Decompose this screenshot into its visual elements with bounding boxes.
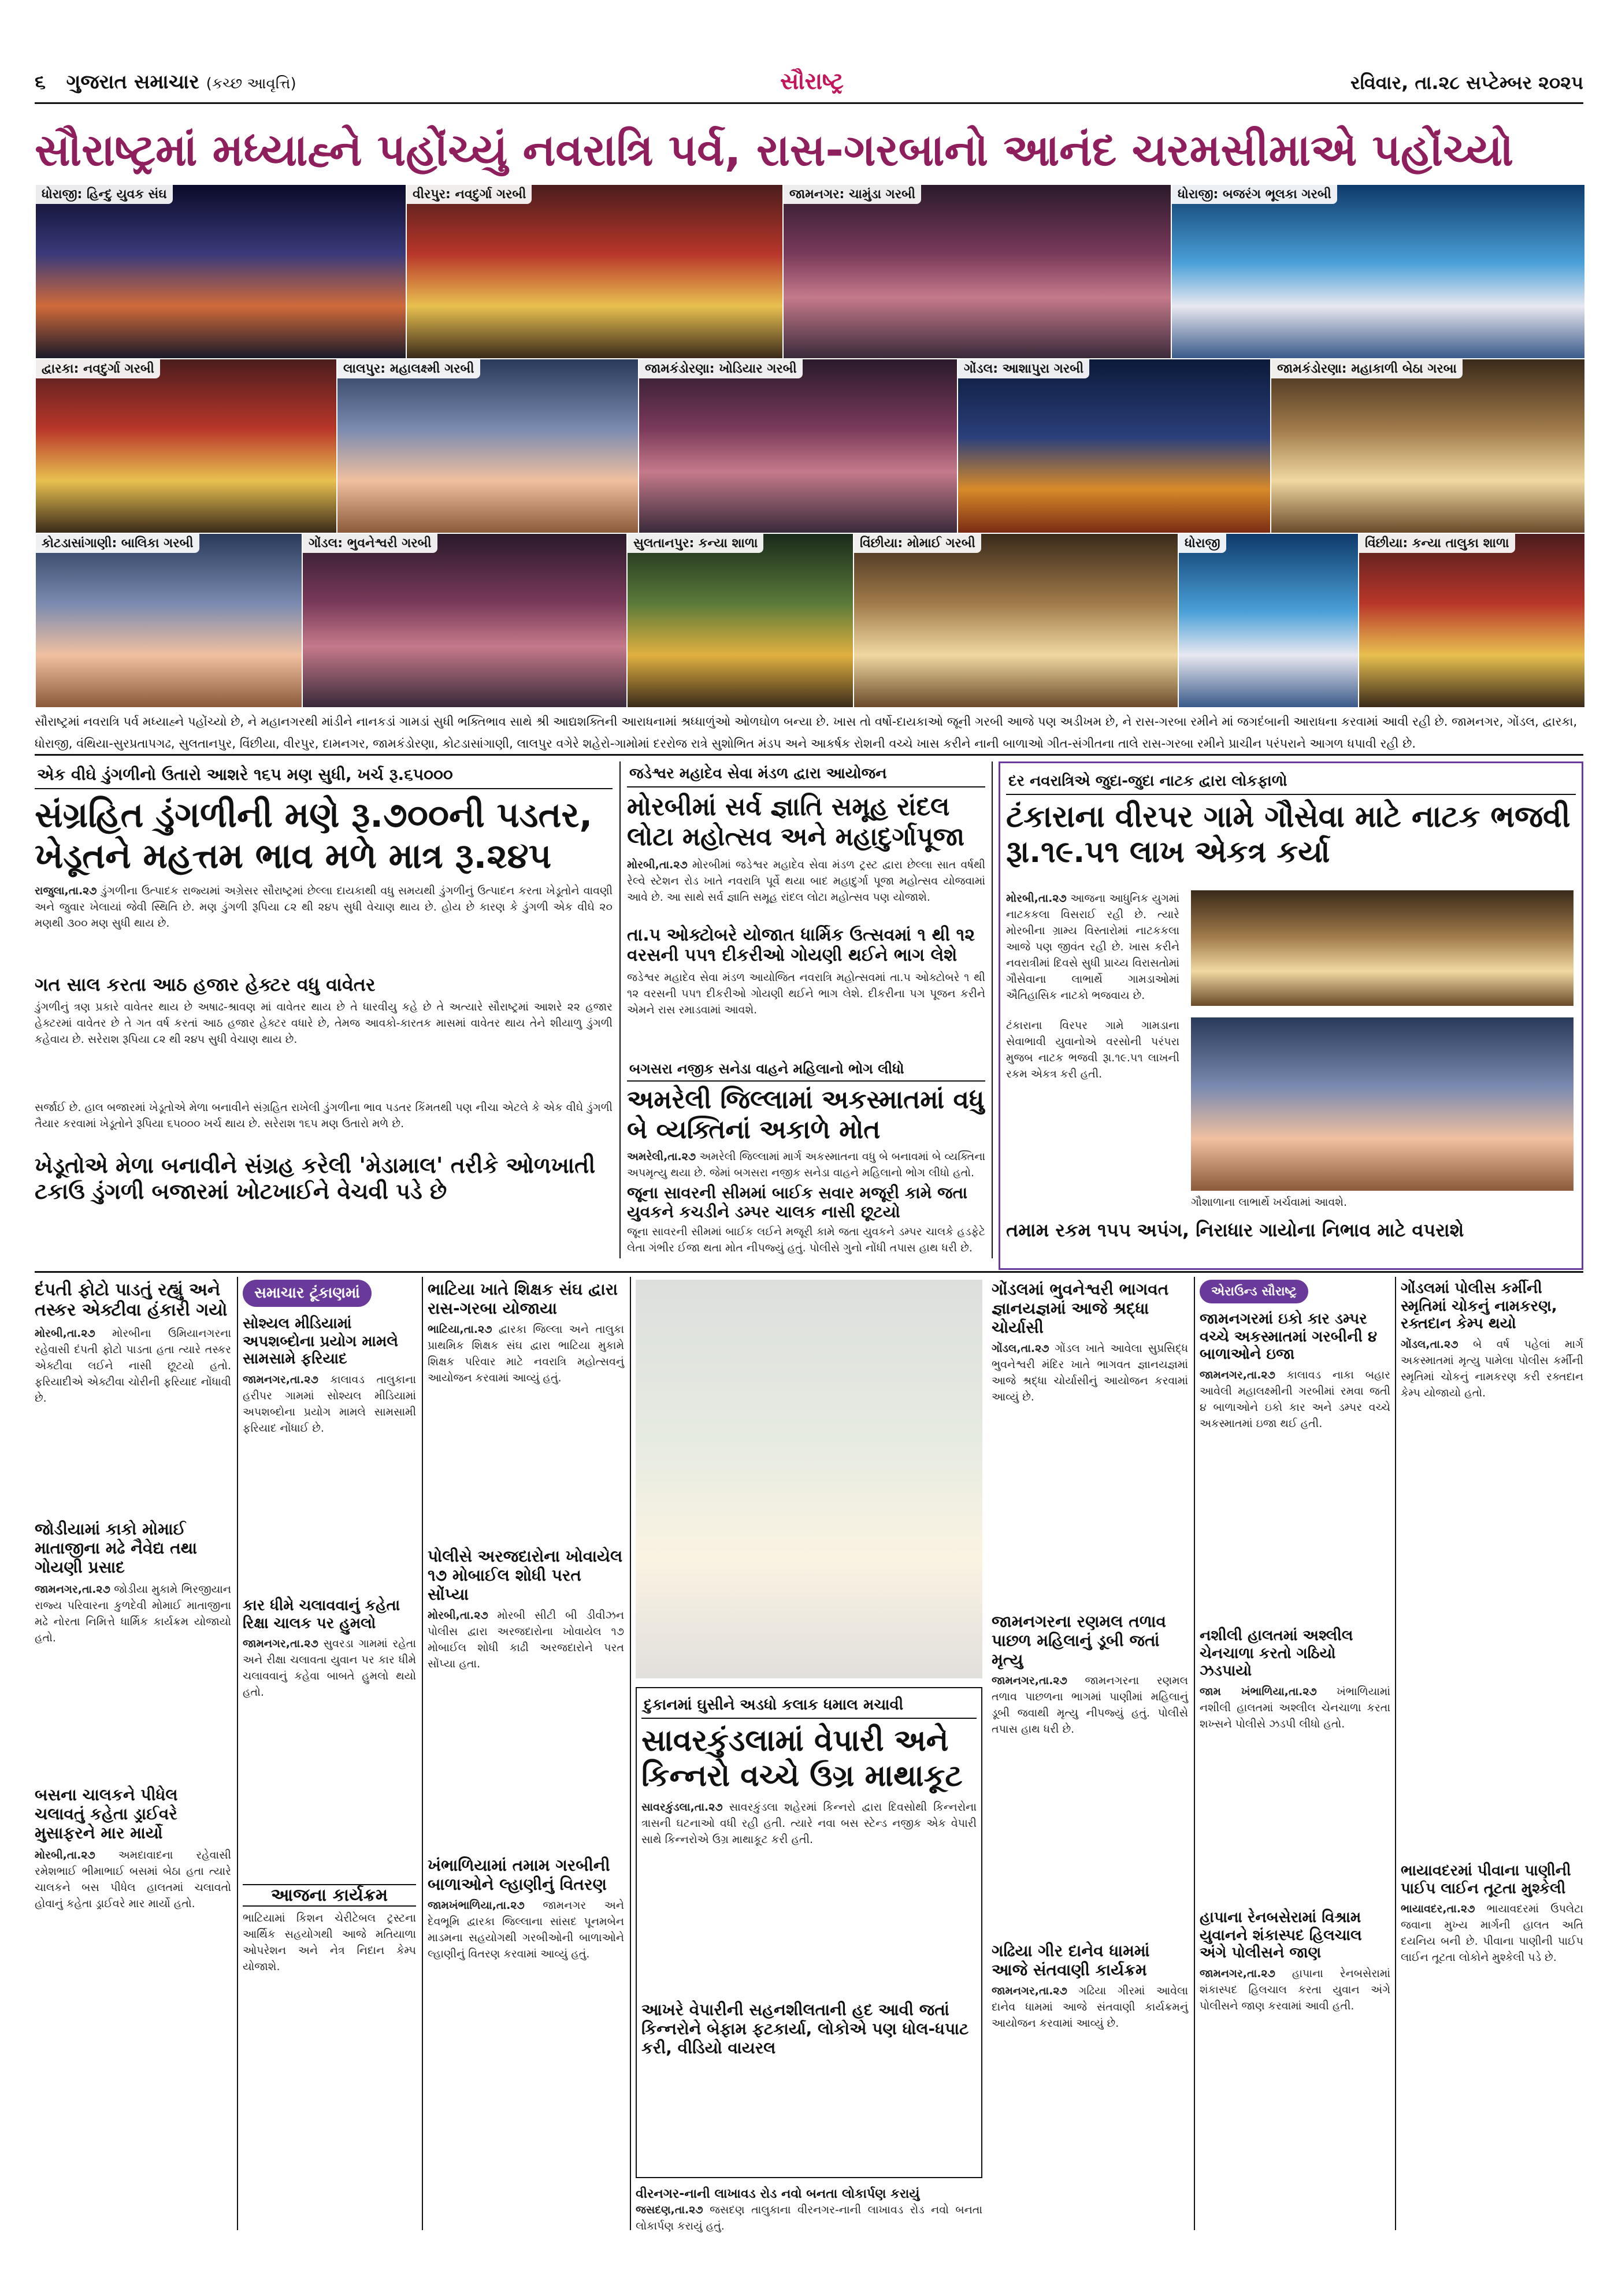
divider — [1194, 1277, 1195, 2230]
savarkundla-photo — [636, 1280, 982, 1678]
page-number: ૬ — [35, 70, 46, 94]
savarkundla-subhead: આખરે વેપારીની સહનશીલતાની હદ આવી જતાં કિન્નરોને બેફામ ફટકાર્યા, લોકોએ પણ ધોલ-ધપાટ કરી, વીડિયો વાયરલ — [641, 2000, 969, 2057]
morbi-kicker: જડેશ્વર મહાદેવ સેવા મંડળ દ્વારા આયોજન — [627, 761, 985, 787]
onion-headline: સંગ્રહિત ડુંગળીની મણે રૂ.૭૦૦ની પડતર, ખેડૂતને મહત્તમ ભાવ મળે માત્ર રૂ.૨૪૫ — [35, 795, 593, 876]
photo-caption: કોટડાસાંગાણી: બાલિકા ગરબી — [36, 534, 199, 553]
photo-sultanpur-kanya-shala — [626, 533, 854, 708]
morbi-body-text: મોરબીમાં જડેશ્વર મહાદેવ સેવા મંડળ ટ્રસ્ટ દ્વારા છેલ્લા સાત વર્ષથી રેલ્વે સ્ટેશન રોડ ખાતે નવરાત્રિ પૂર્વે થયા બાદ મહાદુર્ગા પૂજા મહોત્સવ યોજવામાં આવે છે. આ સાથે સર્વ જ્ઞાતિ સમૂહ રાંદલ લોટા મહોત્સવ પણ યોજાશે. — [627, 858, 986, 904]
jodiya-headline: જોડીયામાં કાકો મોમાઈ માતાજીના મઢે નૈવેદ્ય તથા ગોયણી પ્રસાદ — [35, 1519, 197, 1577]
morbi-subhead: તા.૫ ઓક્ટોબરે યોજાત ધાર્મિક ઉત્સવમાં ૧ થી ૧૨ વરસની ૫૫૧ દીકરીઓ ગોયણી થઈને ભાગ લેશે — [627, 924, 975, 966]
onion-subhead: ગત સાલ કરતા આઠ હજાર હેક્ટર વધુ વાવેતર — [35, 973, 376, 995]
morbi-headline: મોરબીમાં સર્વ જ્ઞાતિ સમૂહ રાંદલ લોટા મહોત્સવ અને મહાદુર્ગાપૂજા — [627, 792, 965, 852]
gondal-police-body — [1401, 1336, 1583, 1856]
photo-caption: લાલપુર: મહાલક્ષ્મી ગરબી — [337, 359, 480, 378]
jodiya-dateline: જામનગર,તા.૨૭ — [35, 1583, 110, 1596]
savarkundla-story — [636, 1687, 982, 2178]
tankara-cow-photo — [1191, 1017, 1574, 1191]
bhayavadar-body-text: ભાયાવદરમાં ઉપલેટા જવાના મુખ્ય માર્ગની હાલત અતિ દયનિય બની છે. પીવાના પાણીની પાઈપ લાઈન તૂટતા લોકોને મુશ્કેલી પડે છે. — [1401, 1903, 1583, 1964]
riksha-body — [243, 1636, 416, 1878]
virangar-headline: વીરનગર-નાની લાખાવડ રોડ નવો બનતા લોકાર્પણ કરાયું — [636, 2187, 920, 2201]
amreli-body — [627, 1149, 985, 1181]
mobile-headline: પોલીસે અરજદારોના ખોવાયેલ ૧૭ મોબાઈલ શોધી પરત સોંપ્યા — [428, 1547, 623, 1604]
virangar-body-text: જસદણ તાલુકાના વીરનગર-નાની લાખાવડ રોડ નવો બનતા લોકાર્પણ કરાયું હતું. — [636, 2203, 982, 2232]
gondal-story — [992, 1280, 1188, 1603]
eco-car-body-text: કાલાવડ નાકા બહાર આવેલી મહાલક્ષ્મીની ગરબીમાં રમવા જતી ૪ બાળાઓને ઇકો કાર અને ડમ્પર વચ્ચે અકસ્માતમાં ઇજા થઈ હતી. — [1200, 1369, 1390, 1431]
onion-body — [35, 883, 613, 969]
jodiya-body-text: જોડીયા મુકામે ભિરજીયાન રાજ્ય પરિવારના કુળદેવી મોમાઈ માતાજીના મઢે નોરતા નિમિત્તે ધાર્મિક કાર્યક્રમ યોજાયો હતો. — [35, 1583, 231, 1645]
bhayavadar-dateline: ભાયાવદર,તા.૨૭ — [1401, 1903, 1475, 1916]
savarkundla-headline: સાવરકુંડલામાં વેપારી અને કિન્નરો વચ્ચે ઉગ્ર માથાકૂટ — [641, 1723, 963, 1794]
onion-story — [35, 761, 613, 1270]
nashili-dateline: જામ ખંભાળિયા,તા.૨૭ — [1200, 1685, 1317, 1699]
page-banner-headline: સૌરાષ્ટ્રમાં મધ્યાહ્ને પહોંચ્યું નવરાત્રિ પર્વ, રાસ-ગરબાનો આનંદ ચરમસીમાએ પહોંચ્યો — [35, 124, 1514, 176]
dampati-story — [35, 1280, 231, 1511]
photo-caption: ગોંડલ: ભુવનેશ્વરી ગરબી — [303, 534, 437, 553]
gondal-police-headline: ગોંડલમાં પોલીસ કર્મીની સ્મૃતિમાં ચોકનું નામકરણ, રક્તદાન કેમ્પ થયો — [1401, 1280, 1557, 1333]
eco-car-headline: જામનગરમાં ઇકો કાર ડમ્પર વચ્ચે અકસ્માતમાં ગરબીની ૪ બાળાઓને ઇજા — [1200, 1310, 1378, 1364]
gadhiya-dateline: જામનગર,તા.૨૭ — [992, 1985, 1067, 1998]
samachar-tunkama — [243, 1280, 416, 2227]
section-title: સૌરાષ્ટ્ર — [780, 68, 844, 95]
divider — [630, 1277, 631, 2230]
photo-dhoraji-hindu-yuvak — [35, 184, 407, 359]
onion-kicker: એક વીઘે ડુંગળીનો ઉતારો આશરે ૧૬૫ મણ સુધી, ખર્ચ રૂ.૬૫૦૦૦ — [35, 761, 613, 789]
gondal-body-text: ગોંડલ ખાતે આવેલા સુપ્રસિદ્ધ ભુવનેશ્વરી મંદિર ખાતે ભાગવત જ્ઞાનયજ્ઞમાં આજે શ્રદ્ધા ચોર્યાસીનું આયોજન કરવામાં આવ્યું છે. — [992, 1342, 1188, 1404]
photo-vinchhiya-kanya-taluka — [1358, 533, 1586, 708]
amreli-dateline: અમરેલી,તા.૨૭ — [627, 1150, 696, 1163]
bus-dateline: મોરબી,તા.૨૭ — [35, 1849, 95, 1862]
onion-body3: સર્જાઈ છે. હાલ બજારમાં ખેડૂતોએ મેળા બનાવીને સંગ્રહિત રાખેલી ડુંગળીના ભાવ પડતર કિંમતથી પણ નીચા એટલે કે એક વીઘે ડુંગળી તૈયાર કરવામાં ખેડૂતોને રૂપિયા ૬૫૦૦૦ ખર્ચ થાય છે. સરેરાશ ૧૬૫ મણ ઉતારો મળે છે. — [35, 1101, 613, 1131]
divider — [1395, 1277, 1396, 2230]
gadhiya-body — [992, 1983, 1188, 2156]
photo-caption: ધોરાજી: બજરંગ ભૂલકા ગરબી — [1172, 185, 1337, 204]
morbi-story — [627, 761, 985, 1050]
mobile-body-text: મોરબી સીટી બી ડીવીઝન પોલીસ દ્વારા અરજદારોના ખોવાયેલ ૧૭ મોબાઈલ શોધી કાઢી અરજદારોને પરત સોંપ્યા હતા. — [428, 1609, 624, 1671]
bhayavadar-body — [1401, 1901, 1583, 2143]
jamnagar-story — [992, 1612, 1188, 1935]
tankara-footer: તમામ રકમ ૧૫૫ અપંગ, નિરાધાર ગાયોના નિભાવ માટે વપરાશે — [1006, 1219, 1464, 1241]
photo-dwarka-navdurga — [35, 358, 337, 534]
divider — [422, 1277, 423, 2230]
photo-caption: ગોંડલ: આશાપુરા ગરબી — [958, 359, 1089, 378]
jamnagar-headline: જામનગરના રણમલ તળાવ પાછળ મહિલાનું ડૂબી જતાં મૃત્યુ — [992, 1612, 1166, 1670]
social-media-body — [243, 1372, 416, 1591]
tankara-story — [999, 761, 1583, 1270]
hapa-body-text: હાપાના રેનબસેરામાં શંકાસ્પદ હિલચાલ કરતા યુવાન અંગે પોલીસને જાણ કરવામાં આવી હતી. — [1200, 1967, 1390, 2013]
hapa-body — [1200, 1966, 1390, 2093]
amreli-body2: જૂના સાવરની સીમમાં બાઈક લઈને મજૂરી કામે જતા યુવકને ડમ્પર ચાલકે હડફેટે લેતા ગંભીર ઈજા થતા મોત નીપજ્યું હતું. પોલીસે ગુનો નોંધી તપાસ હાથ ધરી છે. — [627, 1225, 985, 1254]
jodiya-body — [35, 1581, 231, 1743]
tankara-dateline: મોરબી,તા.૨૭ — [1006, 892, 1067, 905]
photo-grid — [35, 184, 1583, 709]
photo-gondal-ashapura — [957, 358, 1271, 534]
around-saurashtra-tag: એરાઉન્ડ સૌરાષ્ટ્ર — [1200, 1280, 1308, 1303]
khambhaliya-dateline: જામખંભાળિયા,તા.૨૭ — [428, 1899, 525, 1912]
gondal-police-story — [1401, 1280, 1583, 2227]
social-media-headline: સોશ્યલ મીડિયામાં અપશબ્દોના પ્રયોગ મામલે સામસામે ફરિયાદ — [243, 1315, 399, 1368]
dampati-body-text: મોરબીના ઉમિયાનગરના રહેવાસી દંપતી ફોટો પાડતા હતા ત્યારે તસ્કર એક્ટીવા લઈને નાસી છૂટયો હતો. ફરિયાદીએ એક્ટીવા ચોરીની ફરિયાદ નોંધાવી છે. — [35, 1327, 231, 1405]
edition: (કચ્છ આવૃત્તિ) — [206, 75, 296, 92]
bus-headline: બસના ચાલકને પીધેલ ચલાવતું કહેતા ડ્રાઈવરે મુસાફરને માર માર્યો — [35, 1785, 178, 1843]
row-divider — [35, 1271, 1583, 1273]
gondal-police-dateline: ગોંડલ,તા.૨૭ — [1401, 1338, 1459, 1351]
photo-caption: વીરપુર: નવદુર્ગા ગરબી — [407, 185, 532, 204]
photo-virpur-navdurga — [406, 184, 784, 359]
social-media-dateline: જામનગર,તા.૨૭ — [243, 1373, 318, 1387]
photo-caption: ધોરાજી: હિન્દુ યુવક સંઘ — [36, 185, 173, 204]
dampati-headline: દંપતી ફોટો પાડતું રહ્યું અને તસ્કર એક્ટીવા હંકારી ગયો — [35, 1280, 228, 1321]
divider — [237, 1277, 238, 2230]
jamnagar-body — [992, 1673, 1188, 1904]
program-title: આજના કાર્યક્રમ — [243, 1884, 416, 1907]
nashili-headline: નશીલી હાલતમાં અશ્લીલ ચેનચાળા કરતો ગઠિયો ઝડપાયો — [1200, 1627, 1353, 1680]
divider — [619, 761, 621, 1258]
bus-body — [35, 1847, 231, 2171]
social-media-body-text: કાલાવડ તાલુકાના હરીપર ગામમાં સોશ્યલ મીડિયામાં અપશબ્દોના પ્રયોગ મામલે સામસામી ફરિયાદ નોંધાઈ છે. — [243, 1373, 416, 1435]
tankara-headline: ટંકારાના વીરપર ગામે ગૌસેવા માટે નાટક ભજવી રૂા.૧૯.૫૧ લાખ એકત્ર કર્યા — [1006, 800, 1571, 870]
photo-caption: જામકંડોરણા: ખોડિયાર ગરબી — [639, 359, 803, 378]
jamnagar-body-text: જામનગરના રણમલ તળાવ પાછળના ભાગમાં પાણીમાં મહિલાનું ડૂબી જવાથી મૃત્યુ નીપજ્યું હતું. પોલીસે તપાસ હાથ ધરી છે. — [992, 1674, 1189, 1736]
amreli-story — [627, 1057, 985, 1260]
photo-lalpur-mahalaxmi — [336, 358, 639, 534]
bus-body-text: અમદાવાદના રહેવાસી રમેશભાઈ ભીમાભાઈ બસમાં બેઠા હતા ત્યારે ચાલકને બસ પીધેલ હાલતમાં ચલાવતો હોવાનું કહેતા ડ્રાઈવરે માર માર્યો હતો. — [35, 1849, 231, 1911]
hapa-dateline: જામનગર,તા.૨૭ — [1200, 1967, 1275, 1981]
hapa-headline: હાપાના રેનબસેરામાં વિશ્રામ યુવાનને શંકાસ્પદ હિલચાલ અંગે પોલીસને જાણ — [1200, 1909, 1362, 1962]
amreli-kicker: બગસરા નજીક સનેડા વાહને મહિલાનો ભોગ લીધો — [627, 1057, 985, 1082]
paper-name: ગુજરાત સમાચાર — [66, 70, 199, 94]
photo-caption: દ્વારકા: નવદુર્ગા ગરબી — [36, 359, 160, 378]
savarkundla-dateline: સાવરકુંડલા,તા.૨૭ — [641, 1800, 723, 1814]
gadhiya-headline: ગઢિયા ગીર દાનેવ ધામમાં આજે સંતવાણી કાર્યક્રમ — [992, 1941, 1150, 1980]
page-date: રવિવાર, તા.૨૮ સપ્ટેમ્બર ૨૦૨૫ — [1350, 72, 1583, 94]
savarkundla-body — [641, 1799, 977, 1996]
bhatia-dateline: ભાટિયા,તા.૨૭ — [428, 1323, 492, 1336]
gondal-headline: ગોંડલમાં ભુવનેશ્વરી ભાગવત જ્ઞાનયજ્ઞમાં આજે શ્રદ્ધા ચોર્યાસી — [992, 1280, 1169, 1338]
photo-caption-text: સૌરાષ્ટ્રમાં નવરાત્રિ પર્વ મધ્યાહ્ને પહોંચ્યો છે, ને મહાનગરથી માંડીને નાનકડાં ગામડાં સુધી ભક્તિભાવ સાથે શ્રી આદ્યશક્તિની આરાધનામાં શ્રધ્ધાળુંઓ ઓળઘોળ બન્યા છે. ખાસ તો વર્ષો-દાયકાઓ જૂની ગરબી આજે પણ અડીખમ છે, ને રાસ-ગરબા રમીને માં જગદંબાની આરાધના કરવામાં આવી રહી છે. જામનગર, ગોંડલ, દ્વારકા, ધોરાજી, વંથિયા-સુરપ્રતાપગઢ, સુલતાનપુર, વિંછીયા, વીરપુર, દામનગર, જામકંડોરણા, કોટડાસાંગાણી, લાલપુર વગેરે શહેરો-ગામોમાં દરરોજ રાત્રે સુશોભિત મંડપ અને આકર્ષક રોશની વચ્ચે ખાસ કરીને નાની બાળાઓ ગીત-સંગીતના તાલે રાસ-ગરબા રમીને પ્રાચીન પરંપરાને આગળ ધપાવી રહી છે. — [35, 711, 1583, 756]
bhatia-headline: ભાટિયા ખાતે શિક્ષક સંઘ દ્વારા રાસ-ગરબા યોજાયા — [428, 1280, 618, 1318]
riksha-body-text: સુવરડા ગામમાં રહેતા અને રીક્ષા ચલાવતા યુવાન પર કાર ધીમે ચલાવવાનું કહેવા બાબતે હુમલો થયો હતો. — [243, 1637, 416, 1699]
mobile-dateline: મોરબી,તા.૨૭ — [428, 1609, 488, 1622]
photo-vinchhiya-momai — [853, 533, 1179, 708]
khambhaliya-body-text: જામનગર અને દેવભૂમિ દ્વારકા જિલ્લાના સાંસદ પૂનમબેન માડમના સહયોગથી ગરબીઓની બાળાઓને લ્હાણીનું વિતરણ કરવામાં આવ્યું હતું. — [428, 1899, 624, 1961]
nashili-body — [1200, 1684, 1390, 1903]
bhatia-body-text: દ્વારકા જિલ્લા અને તાલુકા પ્રાથમિક શિક્ષક સંઘ દ્વારા ભાટિયા મુકામે શિક્ષક પરિવાર માટે નવરાત્રિ મહોત્સવનું આયોજન કરવામાં આવ્યું હતું. — [428, 1323, 624, 1385]
photo-dhoraji — [1178, 533, 1359, 708]
savarkundla-body-text: સાવરકુંડલા શહેરમાં કિન્નરો દ્વારા દિવસોથી કિન્નરોના ત્રાસની ઘટનાઓ વધી રહી હતી. ત્યારે નવા બસ સ્ટેન્ડ નજીક એક વેપારી સાથે કિન્નરોએ ઉગ્ર માથાકૂટ કરી હતી. — [641, 1800, 977, 1846]
photo-caption: વિંછીયા: કન્યા તાલુકા શાળા — [1359, 534, 1515, 553]
bus-story — [35, 1785, 231, 2224]
tankara-body2: ટંકારાના વિરપર ગામે ગામડાના સેવાભાવી યુવાનોએ વરસોની પરંપરા મુજબ નાટક ભજવી રૂા.૧૯.૫૧ લાખની રકમ એકત્ર કરી હતી. — [1006, 1019, 1179, 1080]
onion-body2: ડુંગળીનું ત્રણ પ્રકારે વાવેતર થાય છે અષાઢ-શ્રાવણ માં વાવેતર થાય છે તે ધારવીયુ કહે છે તે અત્યારે સૌરાષ્ટ્રમાં આશરે ૨૨ હજાર હેક્ટરમાં વાવેતર છે તે ગત વર્ષ કરતાં આઠ હજાર હેક્ટર વધારે છે, તેમજ આવકો-કારતક માસમાં વાવેતર થાય તેને શીયાળુ ડુંગળી કહેવાય છે. સરેરાશ રૂપિયા ૮૨ થી ૨૪૫ સુધી વેચાણ થાય છે. — [35, 1001, 613, 1046]
dampati-dateline: મોરબી,તા.૨૭ — [35, 1327, 95, 1340]
photo-gondal-bhuvaneshwari — [302, 533, 628, 708]
gondal-dateline: ગોંડલ,તા.૨૭ — [992, 1342, 1049, 1355]
gondal-police-body-text: બે વર્ષ પહેલાં માર્ગ અકસ્માતમાં મૃત્યુ પામેલા પોલીસ કર્મીની સ્મૃતિમાં ચોકનું નામકરણ કરી રક્તદાન કેમ્પ યોજાયો હતો. — [1401, 1338, 1583, 1400]
photo-jamkandorna-mahakali — [1270, 358, 1586, 534]
around-saurashtra — [1200, 1280, 1390, 2227]
morbi-body2: જડેશ્વર મહાદેવ સેવા મંડળ આયોજિત નવરાત્રિ મહોત્સવમાં તા.૫ ઓક્ટોબરે ૧ થી ૧૨ વરસની ૫૫૧ દીકરીઓ ગોયણી થઈને ભાગ લેશે. દીકરીના પગ પૂજન કરીને એમને રાસ રમાડવામાં આવશે. — [627, 971, 985, 1016]
program-body: ભાટિયામાં કિશન ચેરીટેબલ ટ્રસ્ટના આર્થિક સહયોગથી આજે મતિયાળા ઓપરેશન અને નેત્ર નિદાન કેમ્પ યોજાશે. — [243, 1912, 416, 1974]
divider — [992, 761, 993, 1258]
photo-jamnagar-chamunda — [782, 184, 1172, 359]
tankara-body — [1006, 890, 1179, 1006]
bhatia-body — [428, 1321, 624, 1541]
amreli-headline: અમરેલી જિલ્લામાં અકસ્માતમાં વધુ બે વ્યક્તિનાં અકાળે મોત — [627, 1085, 985, 1145]
onion-body-text: ડુંગળીના ઉત્પાદક રાજ્યમાં અગ્રેસર સૌરાષ્ટ્રમાં છેલ્લા દાયકાથી વધુ સમયથી ડુંગળીનું ઉત્પાદન કરતા ખેડૂતોને વાવણી અને જુવાર ખેલાયાં જેવી સ્થિતિ છે. મણ ડુંગળી રૂપિયા ૮૨ થી ૨૪૫ સુધી વેચાણ થાય છે. હોય છે કારણ કે ડુંગળી એક વીઘે ૨૦ મણથી ૩૦૦ મણ સુધી થાય છે. — [35, 884, 613, 930]
photo-caption: જામકંડોરણા: મહાકાળી બેઠા ગરબા — [1271, 359, 1463, 378]
mobile-body — [428, 1607, 624, 1850]
gadhiya-story — [992, 1941, 1188, 2224]
gadhiya-body-text: ગઢિયા ગીરમાં આવેલા દાનેવ ધામમાં આજે સંતવાણી કાર્યક્રમનું આયોજન કરવામાં આવ્યું છે. — [992, 1985, 1188, 2030]
bhatia-story — [428, 1280, 624, 2227]
nashili-body-text: ખંભાળિયામાં નશીલી હાલતમાં અશ્લીલ ચેનચાળા કરતા શખ્સને પોલીસે ઝડપી લીધો હતો. — [1200, 1685, 1390, 1731]
bhayavadar-headline: ભાયાવદરમાં પીવાના પાણીની પાઈપ લાઈન તૂટતા મુશ્કેલી — [1401, 1862, 1571, 1897]
samachar-tunkama-tag: સમાચાર ટૂંકાણમાં — [243, 1280, 372, 1307]
tankara-photo-caption: ગૌશાળાના લાભાર્થે ખર્ચવામાં આવશે. — [1191, 1196, 1347, 1209]
tankara-body-text: આજના આધુનિક યુગમાં નાટકકલા વિસરાઈ રહી છે. ત્યારે મોરબીના ગ્રામ્ય વિસ્તારોમાં નાટકકલા આજે પણ જીવંત રહી છે. ખાસ કરીને નવરાત્રીમાં દિવસે સુધી પ્રાચ્ય વિરાસતોમાં ગૌસેવાના લાભાર્થે ગામડાઓમાં ઐતિહાસિક નાટકો ભજવાય છે. — [1006, 892, 1179, 1002]
photo-caption: જામનગર: ચામુંડા ગરબી — [784, 185, 921, 204]
masthead-left — [35, 70, 296, 94]
eco-car-body — [1200, 1367, 1390, 1621]
riksha-headline: કાર ધીમે ચલાવવાનું કહેતા રિક્ષા ચાલક પર હુમલો — [243, 1597, 400, 1632]
photo-dhoraji-bajrang — [1171, 184, 1586, 359]
morbi-dateline: મોરબી,તા.૨૭ — [627, 858, 688, 871]
photo-kotdasangani-balika — [35, 533, 303, 708]
riksha-dateline: જામનગર,તા.૨૭ — [243, 1637, 318, 1651]
photo-caption: સુલતાનપુર: કન્યા શાળા — [628, 534, 763, 553]
virangar-dateline: જસદણ,તા.૨૭ — [636, 2203, 703, 2216]
khambhaliya-headline: ખંભાળિયામાં તમામ ગરબીની બાળાઓને લ્હાણીનું વિતરણ — [428, 1856, 610, 1894]
onion-headline2: ખેડૂતોએ મેળા બનાવીને સંગ્રહ કરેલી 'મેડામાલ' તરીકે ઓળખાતી ટકાઉ ડુંગળી બજારમાં ખોટખાઈને વેચવી પડે છે — [35, 1153, 596, 1205]
onion-dateline: રાજુલા,તા.૨૭ — [35, 884, 97, 897]
eco-car-dateline: જામનગર,તા.૨૭ — [1200, 1369, 1275, 1382]
masthead — [35, 68, 1583, 104]
photo-jamkandorna-khodiyar — [638, 358, 958, 534]
photo-caption: વિંછીયા: મોમાઈ ગરબી — [854, 534, 981, 553]
jamnagar-dateline: જામનગર,તા.૨૭ — [992, 1674, 1067, 1688]
virangar-body — [636, 2202, 982, 2232]
tankara-drama-photo — [1191, 890, 1574, 1006]
amreli-body-text: અમરેલી જિલ્લામાં માર્ગ અકસ્માતના વધુ બે બનાવમાં બે વ્યક્તિના અપમૃત્યુ થયા છે. જેમાં બગસરા નજીક સનેડા વાહને મહિલાનો ભોગ લીધો હતો. — [627, 1150, 985, 1179]
dampati-body — [35, 1325, 231, 1458]
morbi-body — [627, 857, 985, 922]
virangar-story — [636, 2187, 982, 2233]
photo-caption: ધોરાજી — [1179, 534, 1226, 553]
savarkundla-kicker: દુકાનમાં ઘુસીને અડધો કલાક ધમાલ મચાવી — [641, 1693, 977, 1719]
gondal-body — [992, 1340, 1188, 1560]
khambhaliya-body — [428, 1897, 624, 2071]
amreli-subhead: જૂના સાવરની સીમમાં બાઈક સવાર મજૂરી કામે જતા યુવકને કચડીને ડમ્પર ચાલક નાસી છૂટયો — [627, 1183, 968, 1221]
tankara-kicker: દર નવરાત્રિએ જુદા-જુદા નાટક દ્વારા લોકફાળો — [1006, 769, 1576, 795]
savarkundla-upper-area — [636, 1280, 982, 1678]
jodiya-story — [35, 1519, 231, 1774]
